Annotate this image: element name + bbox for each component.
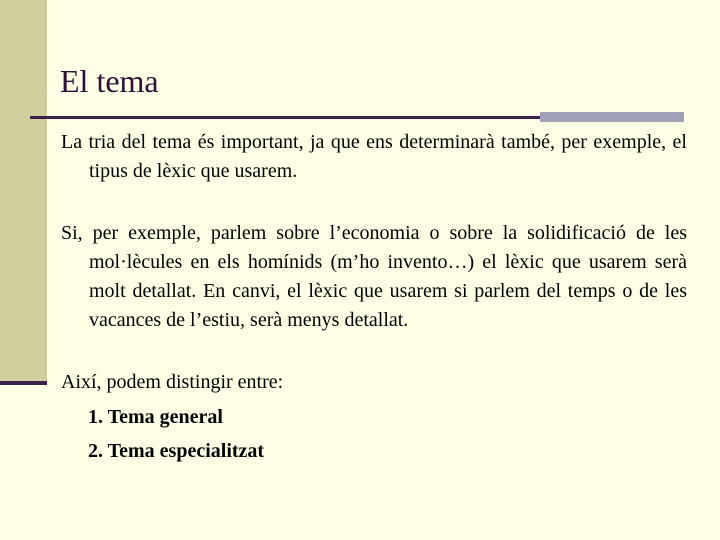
title-underline-accent [540,112,684,122]
body-paragraph-examples: Si, per exemple, parlem sobre l’economia o sobre la solidificació de les mol·lècules en els homínids (m’ho invento…) el lèxic que usarem serà molt detallat. En canvi, el lèxic que usarem si parlem del temps o de les vacances de l’estiu, serà menys detallat. [61,222,687,331]
slide-body [61,128,687,468]
slide-title: El tema [60,63,159,99]
list-item-specialized-topic: 2. Tema especialitzat [88,440,265,462]
title-underline-rule [30,116,540,119]
left-decorative-band [0,0,47,384]
left-band-underline [0,381,47,385]
body-paragraph-distinction: Així, podem distingir entre: [61,371,284,393]
body-paragraph-topic-choice: La tria del tema és important, ja que ens determinarà també, per exemple, el tipus de lèxic que usarem. [61,131,687,182]
topic-type-list [61,400,687,468]
list-item-general-topic: 1. Tema general [88,406,223,428]
